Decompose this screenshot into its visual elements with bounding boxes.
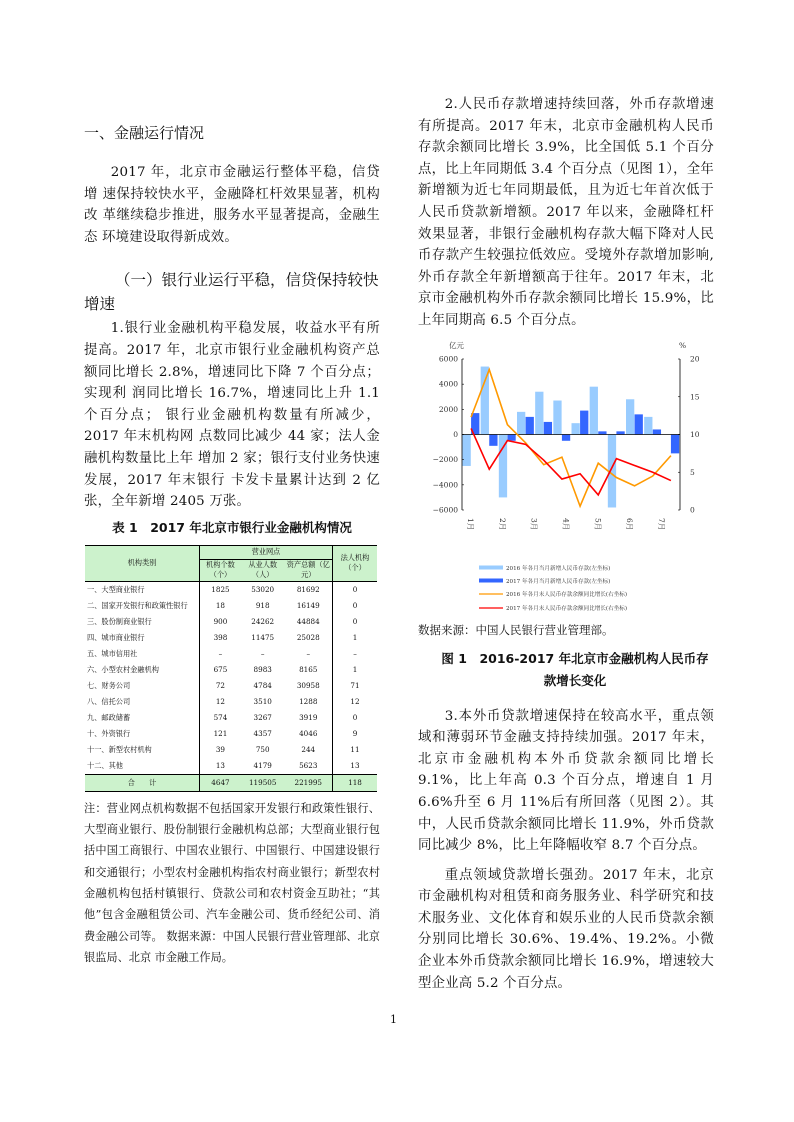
paragraph: 3.本外币贷款增速保持在较高水平，重点领域和薄弱环节金融支持持续加强。2017 年末，北京市金融机构本外币贷款余额同比增长 9.1%，比上年高 0.3 个百分点，增速自 1 月 6.6%升至 6 月 11%后有所回落（见图 2）。其中，人民币贷款余额同比增长 11.9%，外币贷款同比减少 8%，比上年降幅收窄 8.7 个百分点。 <box>418 708 714 854</box>
table-total-row <box>85 774 377 791</box>
figure-caption: 图 1 2016-2017 年北京市金融机构人民币存款增长变化 <box>441 650 709 688</box>
cell: 39 <box>215 745 226 755</box>
cell: 0 <box>352 713 358 723</box>
table-row <box>85 614 377 630</box>
cell: 750 <box>255 745 270 755</box>
cell: 121 <box>213 729 228 739</box>
cell: 4179 <box>253 761 272 771</box>
left-tick-label: −2000 <box>432 454 458 464</box>
chart-source: 数据来源：中国人民银行营业管理部。 <box>418 622 614 637</box>
left-tick-label: 0 <box>453 429 458 439</box>
cell: 574 <box>213 713 228 723</box>
x-tick-label: 6月 <box>625 517 635 530</box>
header-legal: 法人机构（个） <box>333 545 378 581</box>
cell: 9 <box>352 729 358 739</box>
cell: 675 <box>213 665 228 675</box>
row-label: 一、大型商业银行 <box>85 581 200 598</box>
cell: – <box>260 649 265 659</box>
row-label: 四、城市商业银行 <box>85 630 200 646</box>
legend-label: 2016 年各月当月新增人民币存款(左坐标) <box>506 565 611 572</box>
cell: 1288 <box>285 694 333 710</box>
cell: 3510 <box>253 697 272 707</box>
cell: 0 <box>352 601 358 611</box>
row-label: 十一、新型农村机构 <box>85 742 200 758</box>
bar-2017 <box>580 410 588 434</box>
cell: 13 <box>215 761 226 771</box>
bar-2017 <box>544 421 552 434</box>
row-label: 六、小型农村金融机构 <box>85 662 200 678</box>
table-title: 表 1 2017 年北京市银行业金融机构情况 <box>112 519 352 535</box>
table-row <box>85 581 377 598</box>
bar-2016 <box>644 416 652 434</box>
x-tick-label: 1月 <box>466 517 476 530</box>
legend-swatch <box>479 565 503 569</box>
cell: 72 <box>215 681 226 691</box>
bar-2017 <box>489 434 497 445</box>
cell: 221995 <box>285 774 333 791</box>
row-label: 二、国家开发银行和政策性银行 <box>85 598 200 614</box>
bar-2016 <box>481 366 489 434</box>
bar-2016 <box>572 423 580 434</box>
cell: 18 <box>215 601 226 611</box>
left-tick-label: −4000 <box>432 479 458 489</box>
cell: – <box>285 646 333 662</box>
row-label: 七、财务公司 <box>85 678 200 694</box>
cell: 4357 <box>253 729 272 739</box>
bar-2016 <box>626 399 634 434</box>
cell: 398 <box>213 633 228 643</box>
right-tick-label: 15 <box>690 391 700 401</box>
cell: 13 <box>350 761 360 771</box>
cell: 12 <box>215 697 226 707</box>
page-number: 1 <box>390 1013 397 1026</box>
x-tick-label: 3月 <box>529 517 539 530</box>
cell: 53020 <box>251 585 275 595</box>
table-row <box>85 726 377 742</box>
table-row <box>85 646 377 662</box>
bar-2017 <box>507 434 515 440</box>
cell: 81692 <box>285 581 333 598</box>
table-row <box>85 758 377 775</box>
table-row <box>85 694 377 710</box>
header-outlets: 营业网点 <box>200 545 333 559</box>
left-tick-label: 4000 <box>438 379 458 389</box>
header-staff: 从业人数（人） <box>241 559 285 581</box>
table-row <box>85 662 377 678</box>
cell: 11475 <box>251 633 275 643</box>
row-label: 八、信托公司 <box>85 694 200 710</box>
paragraph: 重点领域贷款增长强劲。2017 年末，北京市金融机构对租赁和商务服务业、科学研究和技术服务业、文化体育和娱乐业的人民币贷款余额分别同比增长 30.6%、19.4%、19.2%。小微企业本外币贷款余额同比增长 16.9%，增速较大型企业高 5.2 个百分点。 <box>418 867 714 991</box>
cell: 71 <box>350 681 360 691</box>
subheading: （一）银行业运行平稳，信贷保持较快增速 <box>84 271 379 314</box>
bar-2016 <box>463 434 471 465</box>
cell: 1 <box>352 633 358 643</box>
row-label: 五、城市信用社 <box>85 646 200 662</box>
cell: 8983 <box>253 665 272 675</box>
cell: 0 <box>352 617 358 627</box>
cell: 8165 <box>285 662 333 678</box>
bar-2017 <box>562 434 570 440</box>
bar-2017 <box>598 431 606 434</box>
row-label: 十、外资银行 <box>85 726 200 742</box>
bar-2016 <box>590 386 598 434</box>
legend-swatch <box>479 578 503 582</box>
header-count: 机构个数（个） <box>200 559 241 581</box>
bar-2017 <box>671 434 679 453</box>
left-tick-label: −6000 <box>432 505 458 515</box>
cell: 合 计 <box>85 774 200 791</box>
cell: 1825 <box>211 585 230 595</box>
table-row <box>85 598 377 614</box>
cell: 918 <box>255 601 270 611</box>
x-tick-label: 7月 <box>656 517 666 530</box>
x-tick-label: 2月 <box>497 517 507 530</box>
paragraph: 1.银行业金融机构平稳发展，收益水平有所提高。2017 年，北京市银行业金融机构资产总额同比增长 2.8%，增速同比下降 7 个百分点；实现利 润同比增长 16.7%，增速同比上升 1.1 个百分点； 银行业金融机构数量有所减少，2017 年末机构网 点数同比减少 44 家；法人金融机构数量比上年 增加 2 家；银行支付业务快速发展，2017 年末银行 卡发卡量累计达到 2 亿张，全年新增 2405 万张。 <box>84 321 380 510</box>
bar-2017 <box>653 429 661 434</box>
cell: 44884 <box>285 614 333 630</box>
left-tick-label: 2000 <box>438 404 458 414</box>
cell: 4046 <box>285 726 333 742</box>
cell: 0 <box>352 585 358 595</box>
right-tick-label: 0 <box>690 505 695 515</box>
row-label: 十二、其他 <box>85 758 200 775</box>
cell: 1 <box>352 665 358 675</box>
cell: 118 <box>348 778 362 788</box>
left-tick-label: 6000 <box>438 354 458 364</box>
table-note: 注：营业网点机构数据不包括国家开发银行和政策性银行、大型商业银行、股份制银行金融机构总部；大型商业银行包括中国工商银行、中国农业银行、中国银行、中国建设银行和交通银行；小型农村金融机构指农村商业银行；新型农村金融机构包括村镇银行、贷款公司和农村资金互助社；“其他”包含金融租赁公司、汽车金融公司、货币经纪公司、消费金融公司等。 数据来源：中国人民银行营业管理部、北京银监局、北京 市金融工作局。 <box>84 801 380 964</box>
cell: 900 <box>213 617 228 627</box>
bar-2016 <box>535 391 543 434</box>
table-row <box>85 742 377 758</box>
cell: 3267 <box>253 713 272 723</box>
left-axis-unit: 亿元 <box>449 340 464 350</box>
cell: 5623 <box>285 758 333 775</box>
cell: 244 <box>285 742 333 758</box>
cell: 12 <box>350 697 360 707</box>
bar-2016 <box>517 411 525 434</box>
right-axis-unit: % <box>679 340 687 350</box>
cell: 4647 <box>211 778 230 788</box>
cell: 25028 <box>285 630 333 646</box>
deposit-growth-chart <box>420 336 700 620</box>
bar-2017 <box>616 431 624 434</box>
bar-2016 <box>553 400 561 434</box>
cell: 3919 <box>285 710 333 726</box>
row-label: 九、邮政储蓄 <box>85 710 200 726</box>
right-column <box>418 94 714 994</box>
right-tick-label: 10 <box>690 429 700 439</box>
bar-2017 <box>635 414 643 434</box>
header-assets: 资产总额（亿元） <box>285 559 333 581</box>
cell: – <box>218 649 223 659</box>
row-label: 三、股份制商业银行 <box>85 614 200 630</box>
right-tick-label: 20 <box>690 354 700 364</box>
left-column <box>84 124 380 968</box>
cell: 24262 <box>251 617 275 627</box>
x-tick-label: 5月 <box>593 517 603 530</box>
cell: 30958 <box>285 678 333 694</box>
cell: 119505 <box>248 778 277 788</box>
institutions-table <box>85 545 380 792</box>
legend-label: 2017 年各月当月新增人民币存款(左坐标) <box>506 578 611 585</box>
table-row <box>85 630 377 646</box>
cell: – <box>353 649 357 659</box>
cell: 4784 <box>253 681 272 691</box>
paragraph: 2017 年，北京市金融运行整体平稳，信贷增 速保持较快水平，金融降杠杆效果显著，机构改 革继续稳步推进，服务水平显著提高，金融生态 环境建设取得新成效。 <box>84 165 380 245</box>
header-category: 机构类别 <box>85 545 200 581</box>
table-row <box>85 710 377 726</box>
cell: 11 <box>350 745 360 755</box>
section-heading: 一、金融运行情况 <box>84 124 205 142</box>
table-row <box>85 678 377 694</box>
bar-2017 <box>526 416 534 434</box>
right-tick-label: 5 <box>690 467 695 477</box>
paragraph: 2.人民币存款增速持续回落，外币存款增速有所提高。2017 年末，北京市金融机构人民币存款余额同比增长 3.9%，比全国低 5.1 个百分点，比上年同期低 3.4 个百分点（见图 1），全年新增额为近七年同期最低，且为近七年首次低于人民币贷款新增额。2017 年以来，金融降杠杆效果显著，非银行金融机构存款大幅下降对人民币存款产生较强拉低效应。受境外存款增加影响,外币存款全年新增额高于往年。2017 年末，北京市金融机构外币存款余额同比增长 15.9%，比上年同期高 6.5 个百分点。 <box>418 97 714 328</box>
legend-label: 2017 年各月末人民币存款余额同比增长(右坐标) <box>506 605 628 612</box>
legend-label: 2016 年各月末人民币存款余额同比增长(右坐标) <box>506 591 628 598</box>
cell: 16149 <box>285 598 333 614</box>
x-tick-label: 4月 <box>561 517 571 530</box>
